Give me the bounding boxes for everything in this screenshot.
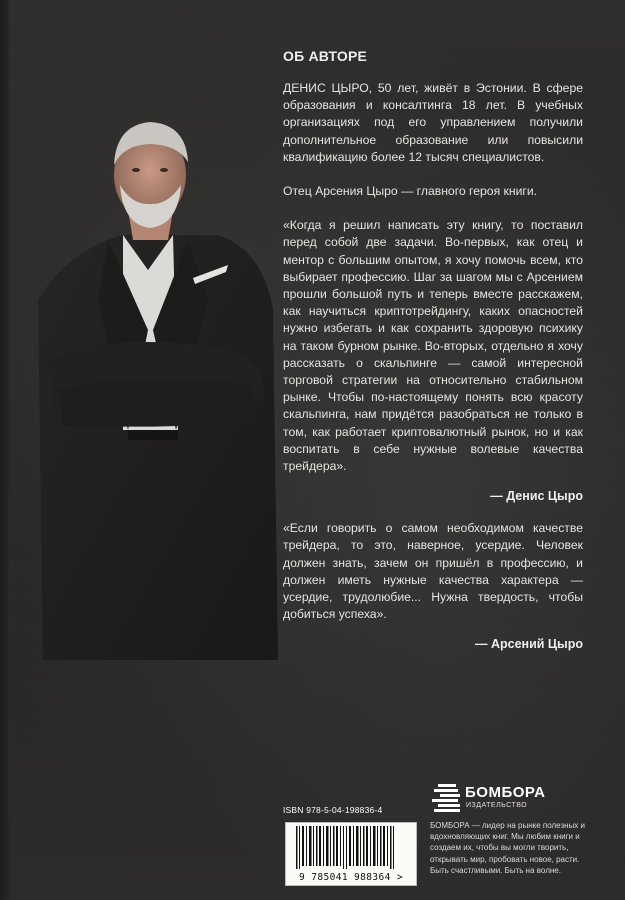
about-heading: ОБ АВТОРЕ xyxy=(283,48,368,64)
barcode-bars xyxy=(286,823,416,871)
isbn-label: ISBN 978-5-04-198836-4 xyxy=(283,805,383,815)
publisher-subtitle: ИЗДАТЕЛЬСТВО xyxy=(466,802,528,809)
quote-denis: «Когда я решил написать эту книгу, то поставил перед собой две задачи. Во-первых, как отец и ментор с большим опытом, я хочу помочь всем, кто выбирает профессию. Шаг за шагом мы с Арсением прошли большой путь и теперь вместе расскажем, как научиться криптотрейдингу, каких опасностей нужно избегать и как сохранить здоровую психику на таком бурном рынке. Во-вторых, отдельно я хочу рассказать о скальпинге — самой интересной торговой стратегии на относительно стабильном рынке. Чтобы по-настоящему понять всю красоту скальпинга, нам придётся разобраться не только в том, как работает криптовалютный рынок, но и как воспитать в себе нужные волевые качества трейдера». xyxy=(283,218,583,474)
publisher-blurb: БОМБОРА — лидер на рынке полезных и вдохновляющих книг. Мы любим книги и создаем их, чтобы вы могли творить, открывать мир, пробовать новое, расти. Быть счастливыми. Быть на волне. xyxy=(430,821,585,875)
author-portrait xyxy=(28,100,278,660)
publisher-name: БОМБОРА xyxy=(465,784,546,801)
quote-arseniy: «Если говорить о самом необходимом качестве трейдера, то это, наверное, усердие. Человек должен знать, зачем он пришёл в профессию, и должен иметь нужные качества характера — усердие, трудолюбие... Нужна твердость, чтобы добиться успеха». xyxy=(283,521,583,622)
author-bio: ДЕНИС ЦЫРО, 50 лет, живёт в Эстонии. В сфере образования и консалтинга 18 лет. В учебных организациях под его управлением получили дополнительное образование или повысили квалификацию более 12 тысяч специалистов. xyxy=(283,81,583,164)
signature-denis: — Денис Цыро xyxy=(490,489,583,504)
about-author-section xyxy=(283,48,583,651)
barcode xyxy=(285,822,417,886)
barcode-digits: 9 785041 988364 > xyxy=(298,872,404,883)
spine-edge xyxy=(0,0,10,900)
author-relation: Отец Арсения Цыро — главного героя книги. xyxy=(283,184,538,199)
signature-arseniy: — Арсений Цыро xyxy=(474,637,583,652)
